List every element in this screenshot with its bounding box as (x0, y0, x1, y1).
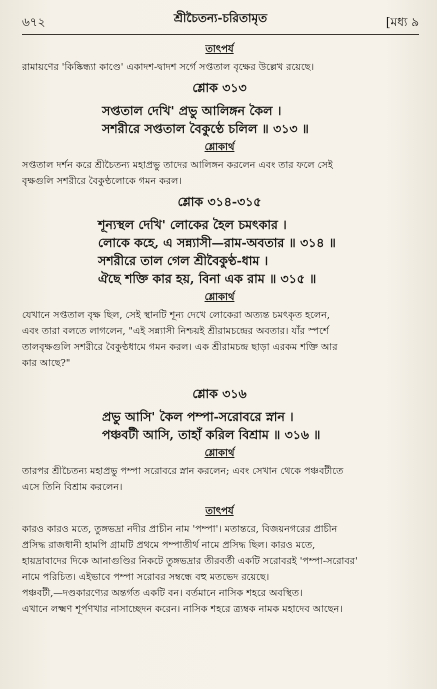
verse-line: সশরীরে তাল গেল শ্রীবৈকুণ্ঠ-ধাম । (98, 253, 269, 268)
text-line: নামে পরিচিত। এইভাবে পম্পা সরোবর সম্বন্ধে বহু মতভেদ রয়েছে। (22, 572, 270, 583)
verse-heading: শ্লোক ৩১৪-৩১৫ (177, 194, 262, 209)
verse-text (102, 408, 417, 444)
text-line: কার আছে?" (22, 358, 71, 369)
running-title: শ্রীচৈতন্য-চরিতামৃত (173, 11, 268, 25)
text-line: বৃক্ষগুলি সশরীরে বৈকুণ্ঠলোকে গমন করল। (22, 176, 182, 187)
text-line: রামায়ণের 'কিষ্কিন্ধ্যা কাণ্ডে' একাদশ-দ্বাদশ সর্গে সপ্ততাল বৃক্ষের উল্লেখ রয়েছে। (22, 62, 315, 73)
translation-paragraph (22, 158, 417, 190)
page-content (22, 40, 417, 618)
section-heading: শ্লোকার্থ (204, 292, 235, 303)
verse-text (102, 102, 417, 138)
translation-paragraph (22, 464, 417, 496)
text-line: তারপর শ্রীচৈতন্য মহাপ্রভু পম্পা সরোবরে স্নান করলেন; এবং সেখান থেকে পঞ্চবটীতে (22, 466, 344, 477)
text-line: হায়দ্রাবাদের দিকে আনাগুণ্ডির নিকটে তুঙ্গভদ্রার তীরবর্তী একটি সরোবরই 'পম্পা-সরোবর' (22, 556, 358, 567)
text-line: প্রসিদ্ধ রাজধানী হামপি গ্রামটি প্রথমে পম্পাতীর্থ নামে প্রসিদ্ধ ছিল। কারও মতে, (22, 540, 316, 551)
header-rule (22, 34, 419, 35)
verse-line: সপ্ততাল দেখি' প্রভু আলিঙ্গন কৈল । (102, 103, 282, 118)
page-number: ৬৭২ (22, 15, 46, 29)
verse-line: লোকে কহে, এ সন্ন্যাসী—রাম-অবতার ॥ ৩১৪ ॥ (98, 235, 336, 250)
text-line: এখানে লক্ষ্মণ শূর্পণখার নাসাচ্ছেদন করেন। নাসিক শহরে ত্র্যম্বক নামক মহাদেব আছেন। (22, 604, 343, 615)
text-line: পঞ্চবটী,—দণ্ডকারণ্যের অন্তর্গত একটি বন। বর্তমানে নাসিক শহরে অবস্থিত। (22, 588, 303, 599)
verse-heading: শ্লোক ৩১৩ (192, 80, 247, 95)
text-line: তালবৃক্ষগুলি সশরীরে বৈকুণ্ঠধামে গমন করল। এক শ্রীরামচন্দ্র ছাড়া এরকম শক্তি আর (22, 342, 338, 353)
purport-paragraph (22, 522, 417, 618)
verse-text (98, 216, 417, 288)
section-heading: তাৎপর্য (205, 44, 234, 55)
translation-paragraph (22, 308, 417, 372)
verse-heading: শ্লোক ৩১৬ (192, 386, 247, 401)
text-line: এসে তিনি বিশ্রাম করলেন। (22, 482, 123, 493)
verse-line: সশরীরে সপ্ততাল বৈকুণ্ঠে চলিল ॥ ৩১৩ ॥ (102, 121, 309, 136)
text-line: সপ্ততাল দর্শন করে শ্রীচৈতন্য মহাপ্রভু তাদের আলিঙ্গন করলেন এবং তার ফলে সেই (22, 160, 333, 171)
section-heading: শ্লোকার্থ (204, 448, 235, 459)
text-line: যেখানে সপ্ততাল বৃক্ষ ছিল, সেই স্থানটি শূন্য দেখে লোকেরা অত্যন্ত চমৎকৃত হলেন, (22, 310, 330, 321)
verse-line: প্রভু আসি' কৈল পম্পা-সরোবরে স্নান । (102, 409, 294, 424)
verse-line: ঐছে শক্তি কার হয়, বিনা এক রাম ॥ ৩১৫ ॥ (98, 271, 317, 286)
purport-paragraph (22, 60, 417, 76)
section-heading: শ্লোকার্থ (204, 142, 235, 153)
text-line: এবং তারা বলতে লাগলেন, "এই সন্ন্যাসী নিশ্চয়ই শ্রীরামচন্দ্রের অবতার। যাঁর স্পর্শে (22, 326, 329, 337)
section-heading: তাৎপর্য (205, 506, 234, 517)
verse-line: পঞ্চবটী আসি, তাহাঁ করিল বিশ্রাম ॥ ৩১৬ ॥ (102, 427, 321, 442)
text-line: কারও কারও মতে, তুঙ্গভদ্রা নদীর প্রাচীন নাম 'পম্পা'। মতান্তরে, বিজয়নগরের প্রাচীন (22, 524, 338, 535)
verse-line: শূন্যস্থল দেখি' লোকের হৈল চমৎকার । (98, 217, 287, 232)
chapter-label: [মধ্য ৯ (385, 15, 419, 29)
